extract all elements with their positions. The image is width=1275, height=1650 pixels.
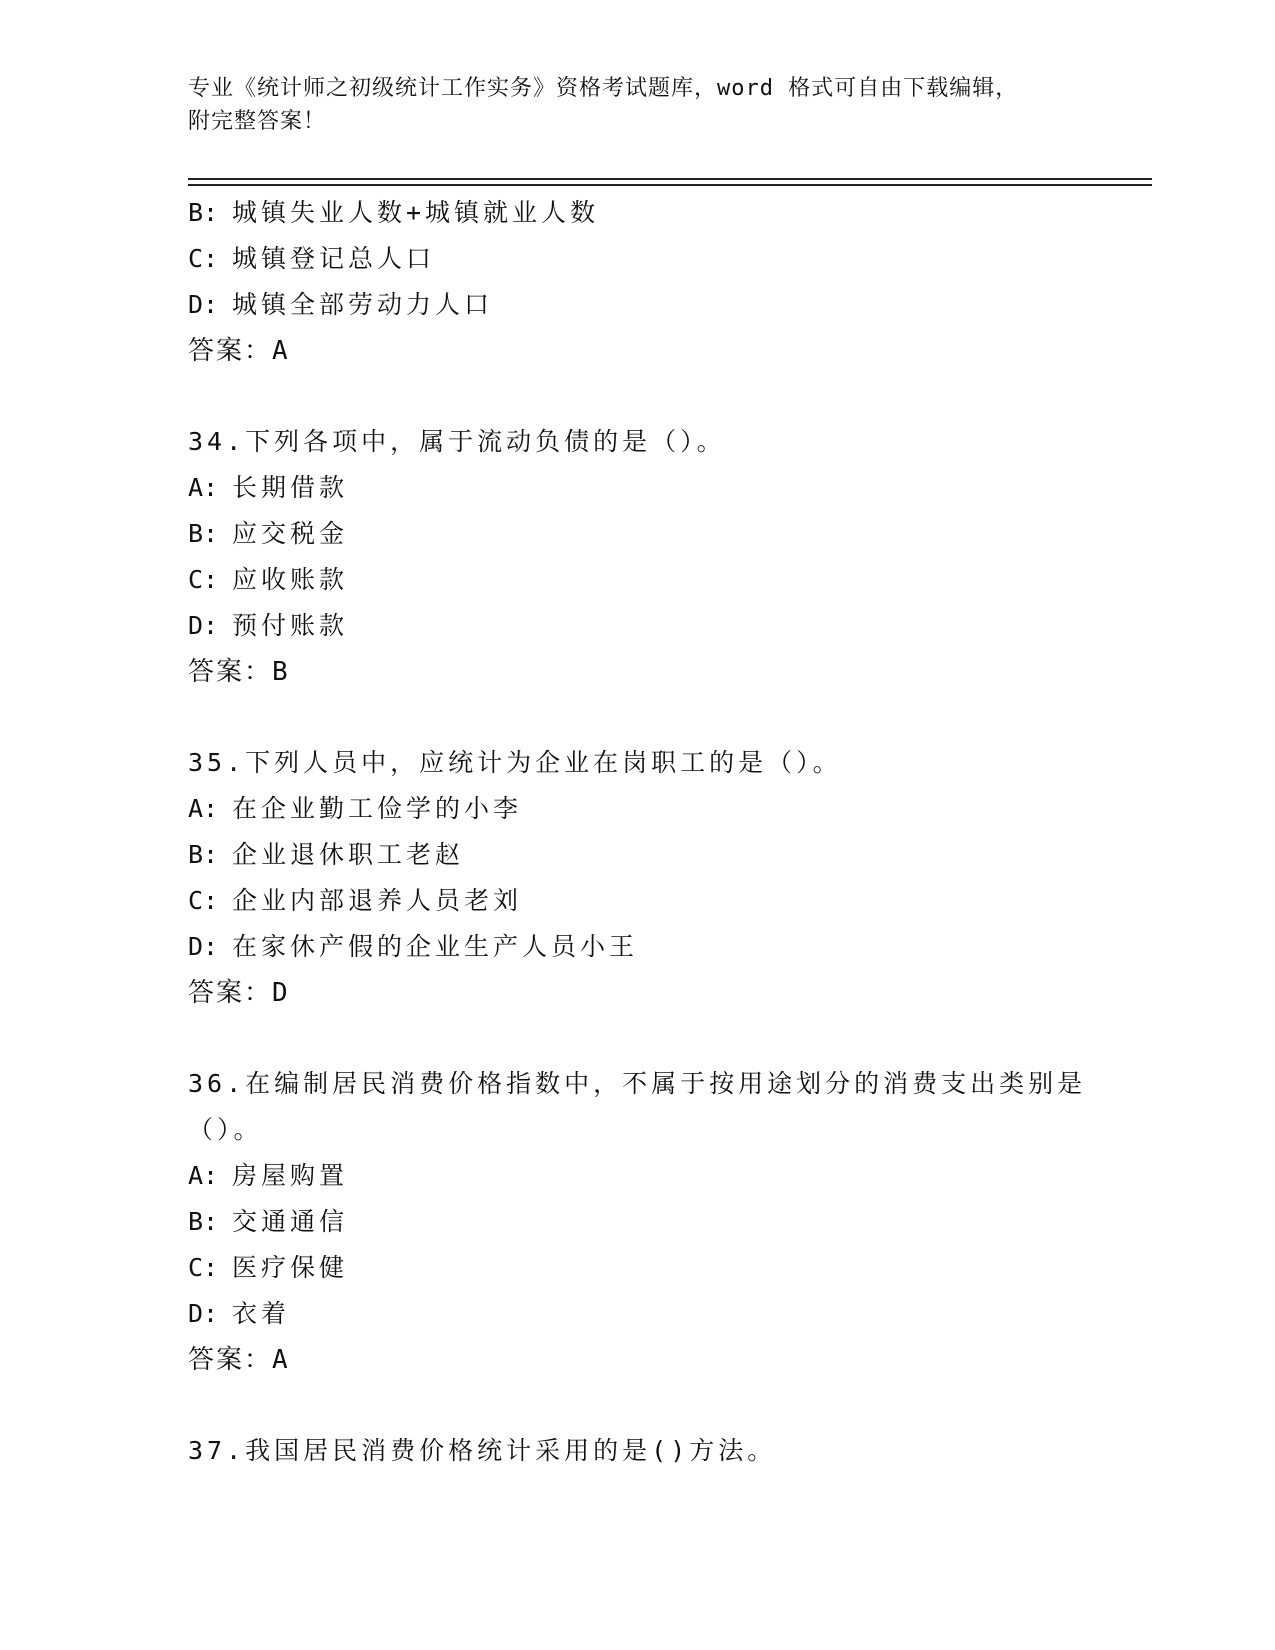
option-a <box>188 1153 1088 1199</box>
question-stem-line-2: （）。 <box>188 1115 263 1144</box>
option-text: 应交税金 <box>232 519 349 548</box>
option-label: B: <box>188 198 219 227</box>
option-text: 城镇登记总人口 <box>232 244 436 273</box>
option-label: A: <box>188 473 219 502</box>
option-label: A: <box>188 1161 219 1190</box>
option-text: 企业内部退养人员老刘 <box>232 886 523 915</box>
question-34 <box>188 419 1088 695</box>
question-33 <box>188 190 1088 374</box>
option-label: B: <box>188 1207 219 1236</box>
option-label: B: <box>188 519 219 548</box>
option-d <box>188 603 1088 649</box>
option-text: 房屋购置 <box>232 1161 349 1190</box>
option-b <box>188 832 1088 878</box>
answer-line <box>188 970 1088 1016</box>
option-label: C: <box>188 565 219 594</box>
option-text: 衣着 <box>232 1299 291 1328</box>
option-c <box>188 1245 1088 1291</box>
answer-line <box>188 649 1088 695</box>
answer-label: 答案： <box>188 1345 273 1375</box>
question-stem: 34.下列各项中，属于流动负债的是（）。 <box>188 427 726 456</box>
header-divider-top <box>188 178 1152 180</box>
option-a <box>188 465 1088 511</box>
option-b <box>188 190 1088 236</box>
option-label: D: <box>188 611 219 640</box>
option-text: 预付账款 <box>232 611 349 640</box>
question-stem: 37.我国居民消费价格统计采用的是()方法。 <box>188 1436 777 1465</box>
option-text: 企业退休职工老赵 <box>232 840 465 869</box>
option-label: D: <box>188 1299 219 1328</box>
option-label: C: <box>188 1253 219 1282</box>
answer-line <box>188 328 1088 374</box>
option-text: 在企业勤工俭学的小李 <box>232 794 523 823</box>
option-d <box>188 924 1088 970</box>
option-b <box>188 1199 1088 1245</box>
option-text: 交通通信 <box>232 1207 349 1236</box>
option-d <box>188 1291 1088 1337</box>
question-37 <box>188 1428 1088 1474</box>
option-text: 城镇全部劳动力人口 <box>232 290 494 319</box>
option-label: B: <box>188 840 219 869</box>
answer-label: 答案： <box>188 978 273 1008</box>
document-header <box>188 72 1068 138</box>
option-text: 长期借款 <box>232 473 349 502</box>
option-label: D: <box>188 290 219 319</box>
answer-value: A <box>272 336 290 366</box>
question-list <box>188 190 1088 1474</box>
answer-value: A <box>272 1345 290 1375</box>
option-text: 应收账款 <box>232 565 349 594</box>
option-c <box>188 557 1088 603</box>
option-label: D: <box>188 932 219 961</box>
option-c <box>188 878 1088 924</box>
option-label: C: <box>188 886 219 915</box>
question-35 <box>188 740 1088 1016</box>
option-c <box>188 236 1088 282</box>
option-text: 在家休产假的企业生产人员小王 <box>232 932 639 961</box>
question-stem-line-1: 36.在编制居民消费价格指数中，不属于按用途划分的消费支出类别是 <box>188 1069 1087 1098</box>
question-36 <box>188 1061 1088 1383</box>
question-stem: 35.下列人员中，应统计为企业在岗职工的是（）。 <box>188 748 842 777</box>
option-text: 城镇失业人数+城镇就业人数 <box>232 198 600 227</box>
option-text: 医疗保健 <box>232 1253 349 1282</box>
header-line-2: 附完整答案！ <box>188 109 327 134</box>
option-label: A: <box>188 794 219 823</box>
option-d <box>188 282 1088 328</box>
answer-value: D <box>272 978 290 1008</box>
answer-line <box>188 1337 1088 1383</box>
header-divider-bottom <box>188 184 1152 186</box>
option-a <box>188 786 1088 832</box>
answer-value: B <box>272 657 290 687</box>
option-b <box>188 511 1088 557</box>
answer-label: 答案： <box>188 336 273 366</box>
answer-label: 答案： <box>188 657 273 687</box>
header-line-1: 专业《统计师之初级统计工作实务》资格考试题库，word 格式可自由下载编辑， <box>188 76 1019 101</box>
option-label: C: <box>188 244 219 273</box>
